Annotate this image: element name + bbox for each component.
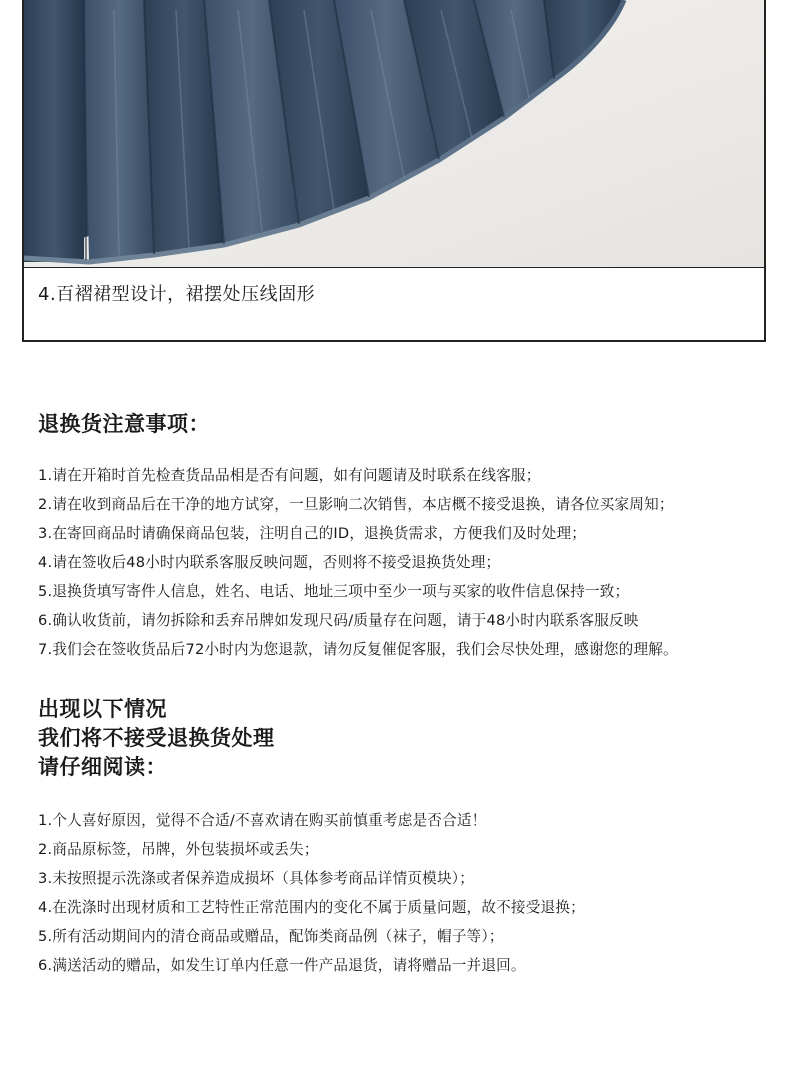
photo-caption: 4.百褶裙型设计，裙摆处压线固形 [38,284,316,305]
list-item: 1.个人喜好原因，觉得不合适/不喜欢请在购买前慎重考虑是否合适！ [38,812,487,829]
exclusions-title-line: 请仔细阅读： [38,755,167,779]
photo-caption-divider [24,267,764,268]
product-photo-frame [22,0,766,342]
exclusions-title-line: 我们将不接受退换货处理 [38,726,275,750]
list-item: 6.确认收货前，请勿拆除和丢弃吊牌如发现尺码/质量存在问题，请于48小时内联系客服反映 [38,612,639,629]
list-item: 5.退换货填写寄件人信息，姓名、电话、地址三项中至少一项与买家的收件信息保持一致； [38,583,630,600]
denim-skirt-photo [24,0,764,268]
exclusions-title-line: 出现以下情况 [38,697,167,721]
exclusions-title [38,695,275,782]
return-notice-list [38,461,678,664]
list-item: 3.在寄回商品时请确保商品包装，注明自己的ID，退换货需求，方便我们及时处理； [38,525,587,542]
list-item: 3.未按照提示洗涤或者保养造成损坏（具体参考商品详情页模块）； [38,870,475,887]
list-item: 7.我们会在签收货品后72小时内为您退款，请勿反复催促客服，我们会尽快处理，感谢您的理解。 [38,641,678,658]
list-item: 4.请在签收后48小时内联系客服反映问题，否则将不接受退换货处理； [38,554,501,571]
list-item: 5.所有活动期间内的清仓商品或赠品，配饰类商品例（袜子，帽子等）； [38,928,504,945]
exclusions-list [38,806,585,980]
return-notice-title: 退换货注意事项： [38,412,210,436]
list-item: 4.在洗涤时出现材质和工艺特性正常范围内的变化不属于质量问题，故不接受退换； [38,899,585,916]
list-item: 1.请在开箱时首先检查货品品相是否有问题，如有问题请及时联系在线客服； [38,467,541,484]
list-item: 2.请在收到商品后在干净的地方试穿，一旦影响二次销售，本店概不接受退换，请各位买家周知； [38,496,674,513]
list-item: 6.满送活动的赠品，如发生订单内任意一件产品退货，请将赠品一并退回。 [38,957,526,974]
list-item: 2.商品原标签，吊牌，外包装损坏或丢失； [38,841,319,858]
